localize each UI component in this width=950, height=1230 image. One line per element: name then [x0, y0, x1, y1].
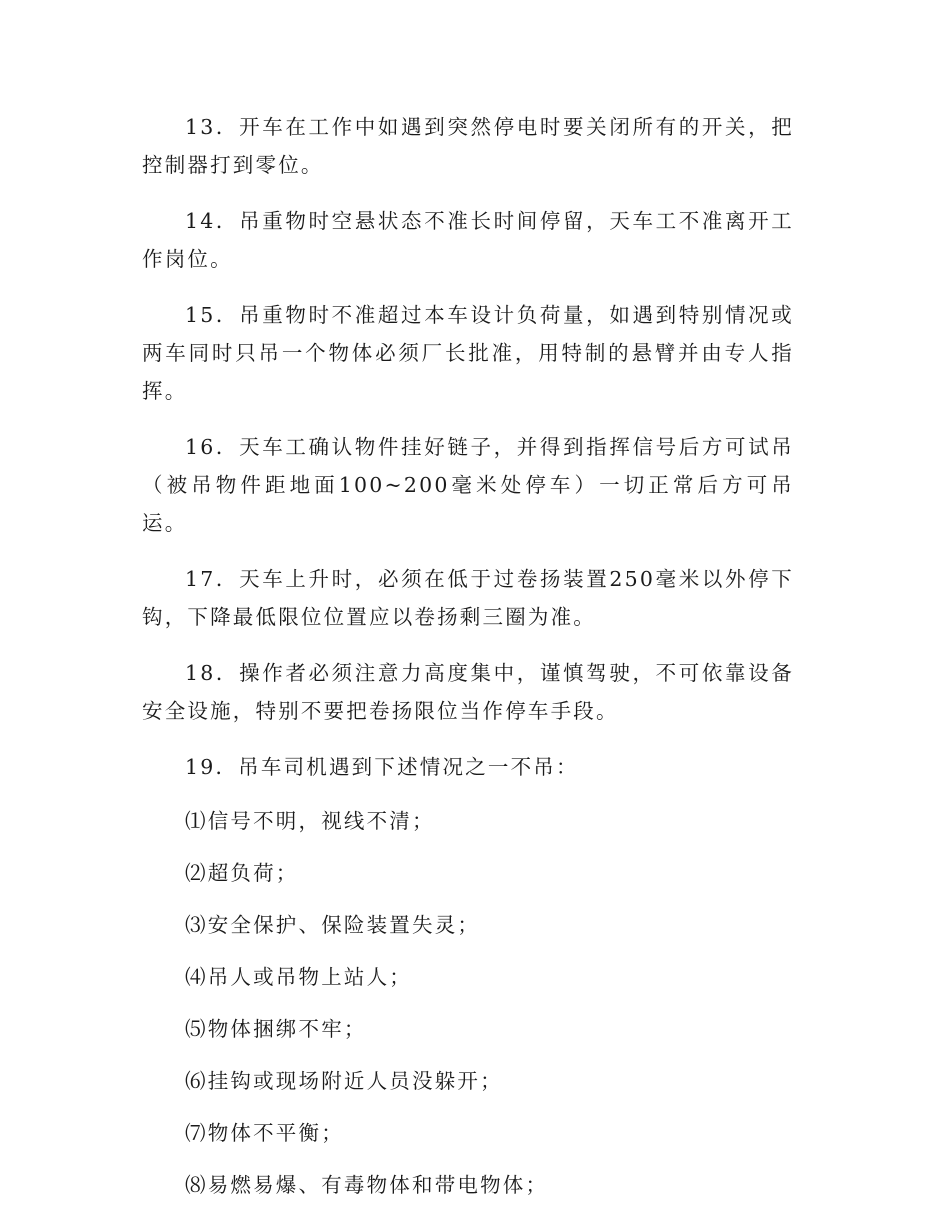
- list-item: ⑶安全保护、保险装置失灵；: [185, 913, 481, 937]
- list-item: ⑵超负荷；: [185, 861, 299, 885]
- list-item: ⑴信号不明，视线不清；: [185, 809, 435, 833]
- paragraph-16: 16．天车工确认物件挂好链子，并得到指挥信号后方可试吊（被吊物件距地面100~200毫米处停车）一切正常后方可吊运。: [142, 435, 794, 535]
- paragraph-14: 14．吊重物时空悬状态不准长时间停留，天车工不准离开工作岗位。: [142, 209, 794, 271]
- paragraph-13: 13．开车在工作中如遇到突然停电时要关闭所有的开关，把控制器打到零位。: [142, 115, 794, 177]
- list-item: ⑹挂钩或现场附近人员没躲开；: [185, 1069, 503, 1093]
- paragraph-18: 18．操作者必须注意力高度集中，谨慎驾驶，不可依靠设备安全设施，特别不要把卷扬限位当作停车手段。: [142, 661, 794, 723]
- list-item: ⑷吊人或吊物上站人；: [185, 965, 412, 989]
- paragraph-17: 17．天车上升时，必须在低于过卷扬装置250毫米以外停下钩，下降最低限位位置应以卷扬剩三圈为准。: [142, 567, 794, 629]
- list-item: ⑻易燃易爆、有毒物体和带电物体；: [185, 1173, 549, 1197]
- list-item: ⑸物体捆绑不牢；: [185, 1017, 367, 1041]
- paragraph-15: 15．吊重物时不准超过本车设计负荷量，如遇到特别情况或两车同时只吊一个物体必须厂长批准，用特制的悬臂并由专人指挥。: [142, 303, 794, 403]
- document-body: [142, 108, 794, 1218]
- list-item: ⑺物体不平衡；: [185, 1121, 344, 1145]
- paragraph-19: 19．吊车司机遇到下述情况之一不吊：: [185, 755, 579, 779]
